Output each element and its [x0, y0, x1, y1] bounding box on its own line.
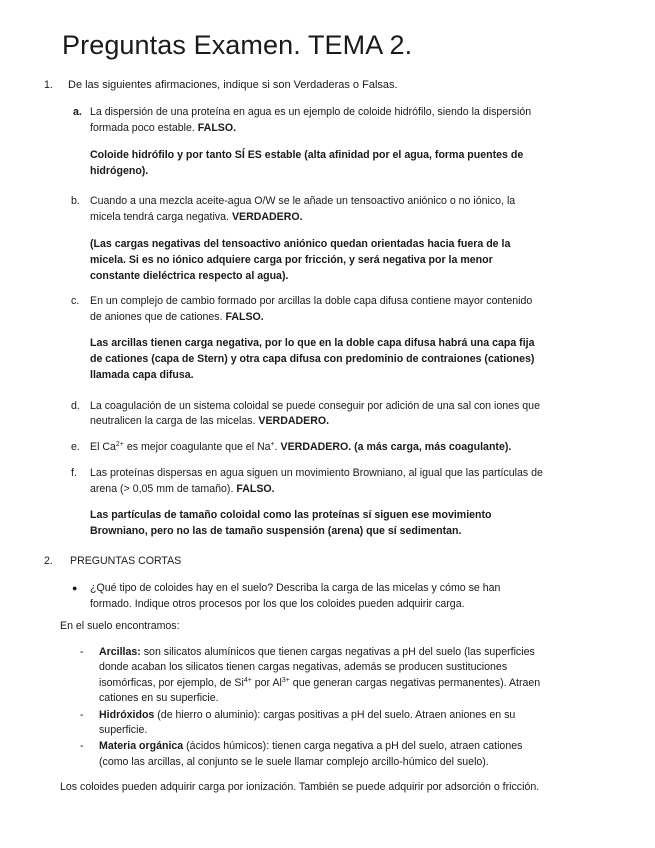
q1-number: 1.	[44, 79, 53, 91]
hidroxidos-dash: -	[80, 709, 84, 721]
item-c-letter: c.	[71, 295, 80, 307]
item-c-line1: En un complejo de cambio formado por arcillas la doble capa difusa contiene mayor contenido	[90, 295, 533, 307]
arcillas-dash: -	[80, 646, 84, 658]
item-b-letter: b.	[71, 195, 80, 207]
hidroxidos-line1: Hidróxidos (de hierro o aluminio): cargas positivas a pH del suelo. Atraen aniones en su	[99, 709, 516, 721]
item-d-line1: La coagulación de un sistema coloidal se puede conseguir por adición de una sal con iones que	[90, 400, 540, 412]
arcillas-term: Arcillas:	[99, 646, 141, 658]
item-f-line1: Las proteínas dispersas en agua siguen un movimiento Browniano, al igual que las partículas de	[90, 467, 543, 479]
closing-text: Los coloides pueden adquirir carga por ionización. También se puede adquirir por adsorción o fricción.	[60, 781, 540, 793]
materia-term: Materia orgánica	[99, 740, 184, 752]
item-c-explanation-1: Las arcillas tienen carga negativa, por lo que en la doble capa difusa habrá una capa fija	[90, 337, 535, 349]
item-c-explanation-2: de cationes (capa de Stern) y otra capa difusa con predominio de contraiones (cationes)	[90, 353, 535, 365]
q2-question-line1: ¿Qué tipo de coloides hay en el suelo? Describa la carga de las micelas y cómo se han	[90, 582, 501, 594]
q2-question-line2: formado. Indique otros procesos por los que los coloides pueden adquirir carga.	[90, 598, 465, 610]
item-f-line2: arena (> 0,05 mm de tamaño). FALSO.	[90, 483, 275, 495]
arcillas-line4: cationes en su superficie.	[99, 692, 219, 704]
item-f-explanation-1: Las partículas de tamaño coloidal como las proteínas sí siguen ese movimiento	[90, 509, 492, 521]
arcillas-line3: isomórficas, por ejemplo, de $Si^{4+}$ por $Al^{3+}$ que generan cargas negativas permanentes). Atraen	[99, 677, 541, 689]
item-c-line2: de aniones que de cationes. FALSO.	[90, 311, 264, 323]
item-f-explanation-2: Browniano, pero no las de tamaño suspensión (arena) que sí sedimentan.	[90, 525, 462, 537]
item-a-explanation-2: hidrógeno).	[90, 165, 149, 177]
q2-heading: PREGUNTAS CORTAS	[70, 555, 182, 567]
item-e-verdict: VERDADERO. (a más carga, más coagulante).	[280, 441, 512, 453]
item-e-letter: e.	[71, 441, 80, 453]
item-a-line2: formada poco estable. FALSO.	[90, 122, 237, 134]
item-a-line1: La dispersión de una proteína en agua es un ejemplo de coloide hidrófilo, siendo la dispersión	[90, 106, 532, 118]
q2-number: 2.	[44, 555, 53, 567]
materia-line2: (como las arcillas, al conjunto se le suele llamar complejo arcillo-húmico del suelo).	[99, 756, 489, 768]
item-d-line2: neutralicen la carga de las micelas. VERDADERO.	[90, 415, 330, 427]
item-b-line1: Cuando a una mezcla aceite-agua O/W se le añade un tensoactivo aniónico o no iónico, la	[90, 195, 516, 207]
arcillas-line2: donde acaban los silicatos tienen cargas negativas, además se producen sustituciones	[99, 661, 508, 673]
item-d-letter: d.	[71, 400, 80, 412]
hidroxidos-line2: superficie.	[99, 724, 148, 736]
item-b-explanation-1: (Las cargas negativas del tensoactivo aniónico quedan orientadas hacia fuera de la	[90, 238, 511, 250]
item-b-line2: micela tendrá carga negativa. VERDADERO.	[90, 211, 303, 223]
item-e-line: El $Ca^{2+}$ es mejor coagulante que el Na+. VERDADERO. (a más carga, más coagulante).	[90, 441, 512, 453]
hidroxidos-term: Hidróxidos	[99, 709, 155, 721]
item-a-verdict: FALSO.	[197, 122, 237, 134]
materia-dash: -	[80, 740, 84, 752]
item-b-explanation-2: micela. Si es no iónico adquiere carga por fricción, y será negativa por la menor	[90, 254, 493, 266]
item-c-verdict: FALSO.	[225, 311, 264, 323]
q2-intro: En el suelo encontramos:	[60, 620, 180, 632]
arcillas-line1: Arcillas: son silicatos alumínicos que tienen cargas negativas a pH del suelo (las superficies	[99, 646, 535, 658]
item-b-explanation-3: constante dieléctrica respecto al agua).	[90, 270, 289, 282]
item-d-verdict: VERDADERO.	[258, 415, 330, 427]
item-a-letter: a.	[73, 106, 82, 118]
item-b-verdict: VERDADERO.	[231, 211, 303, 223]
page-title: Preguntas Examen. TEMA 2.	[62, 30, 413, 60]
item-f-verdict: FALSO.	[236, 483, 275, 495]
q2-bullet-icon: ●	[72, 583, 78, 593]
item-a-explanation-1: Coloide hidrófilo y por tanto SÍ ES estable (alta afinidad por el agua, forma puentes de	[90, 149, 524, 161]
q1-text: De las siguientes afirmaciones, indique si son Verdaderas o Falsas.	[68, 79, 398, 91]
item-c-explanation-3: llamada capa difusa.	[90, 369, 194, 381]
materia-line1: Materia orgánica (ácidos húmicos): tienen carga negativa a pH del suelo, atraen cationes	[99, 740, 523, 752]
item-f-letter: f.	[71, 467, 77, 479]
